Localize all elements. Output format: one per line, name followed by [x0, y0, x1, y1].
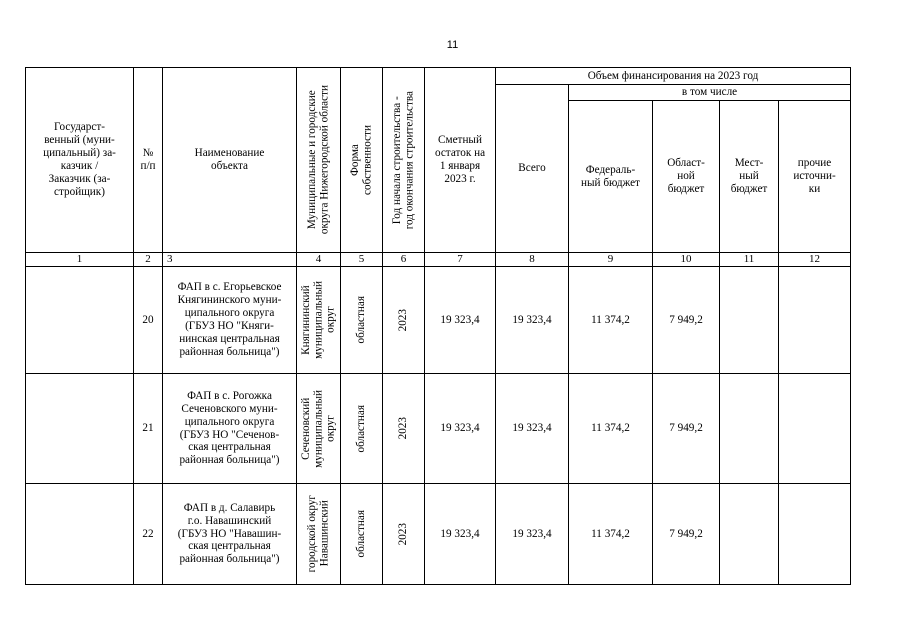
column-index: 7	[425, 253, 496, 267]
row-number: 20	[134, 267, 163, 374]
row-object-name: ФАП в д. Салавирь г.о. Навашинский (ГБУЗ НО "Навашин- ская центральная районная больница")	[163, 484, 297, 585]
row-total: 19 323,4	[496, 374, 569, 484]
row-number: 21	[134, 374, 163, 484]
row-other	[779, 374, 851, 484]
table-row	[26, 374, 851, 484]
header-no: № п/п	[134, 68, 163, 253]
header-estimate-balance: Сметный остаток на 1 января 2023 г.	[425, 68, 496, 253]
column-index: 4	[297, 253, 341, 267]
row-number: 22	[134, 484, 163, 585]
column-index-row	[26, 253, 851, 267]
column-index: 6	[383, 253, 425, 267]
row-municipality: Княгининский муниципальный округ	[297, 267, 341, 374]
row-other	[779, 267, 851, 374]
header-construction-years: Год начала строительства - год окончания строительства	[383, 68, 425, 253]
row-object-name: ФАП в с. Рогожка Сеченовского муни- ципального округа (ГБУЗ НО "Сеченов- ская центральная районная больница")	[163, 374, 297, 484]
row-customer	[26, 374, 134, 484]
row-federal: 11 374,2	[569, 484, 653, 585]
header-object-name: Наименование объекта	[163, 68, 297, 253]
financing-table	[25, 67, 851, 585]
row-years: 2023	[383, 484, 425, 585]
row-municipality: Сеченовский муниципальный округ	[297, 374, 341, 484]
header-funding-2023: Объем финансирования на 2023 год	[496, 68, 851, 85]
table-row	[26, 484, 851, 585]
column-index: 3	[163, 253, 297, 267]
row-estimate: 19 323,4	[425, 374, 496, 484]
header-federal: Федераль- ный бюджет	[569, 101, 653, 253]
row-ownership: областная	[341, 374, 383, 484]
header-including: в том числе	[569, 85, 851, 101]
row-ownership: областная	[341, 484, 383, 585]
column-index: 12	[779, 253, 851, 267]
row-object-name: ФАП в с. Егорьевское Княгининского муни- ципального округа (ГБУЗ НО "Княги- нинская центральная районная больница")	[163, 267, 297, 374]
column-index: 11	[720, 253, 779, 267]
header-customer: Государст- венный (муни- ципальный) за- казчик / Заказчик (за- стройщик)	[26, 68, 134, 253]
header-municipality: Муниципальные и городские округа Нижегородской области	[297, 68, 341, 253]
column-index: 9	[569, 253, 653, 267]
row-federal: 11 374,2	[569, 374, 653, 484]
row-federal: 11 374,2	[569, 267, 653, 374]
header-ownership: Форма собственности	[341, 68, 383, 253]
row-years: 2023	[383, 374, 425, 484]
row-regional: 7 949,2	[653, 374, 720, 484]
header-regional: Област- ной бюджет	[653, 101, 720, 253]
row-other	[779, 484, 851, 585]
column-index: 1	[26, 253, 134, 267]
column-index: 5	[341, 253, 383, 267]
row-years: 2023	[383, 267, 425, 374]
header-total: Всего	[496, 85, 569, 253]
header-other: прочие источни- ки	[779, 101, 851, 253]
row-total: 19 323,4	[496, 267, 569, 374]
row-local	[720, 374, 779, 484]
column-index: 2	[134, 253, 163, 267]
header-local: Мест- ный бюджет	[720, 101, 779, 253]
row-regional: 7 949,2	[653, 267, 720, 374]
row-ownership: областная	[341, 267, 383, 374]
column-index: 8	[496, 253, 569, 267]
row-customer	[26, 484, 134, 585]
row-estimate: 19 323,4	[425, 484, 496, 585]
row-local	[720, 267, 779, 374]
column-index: 10	[653, 253, 720, 267]
row-total: 19 323,4	[496, 484, 569, 585]
row-local	[720, 484, 779, 585]
row-customer	[26, 267, 134, 374]
table-row	[26, 267, 851, 374]
page-number: 11	[446, 39, 459, 51]
row-municipality: городской округ Навашинский	[297, 484, 341, 585]
row-estimate: 19 323,4	[425, 267, 496, 374]
row-regional: 7 949,2	[653, 484, 720, 585]
